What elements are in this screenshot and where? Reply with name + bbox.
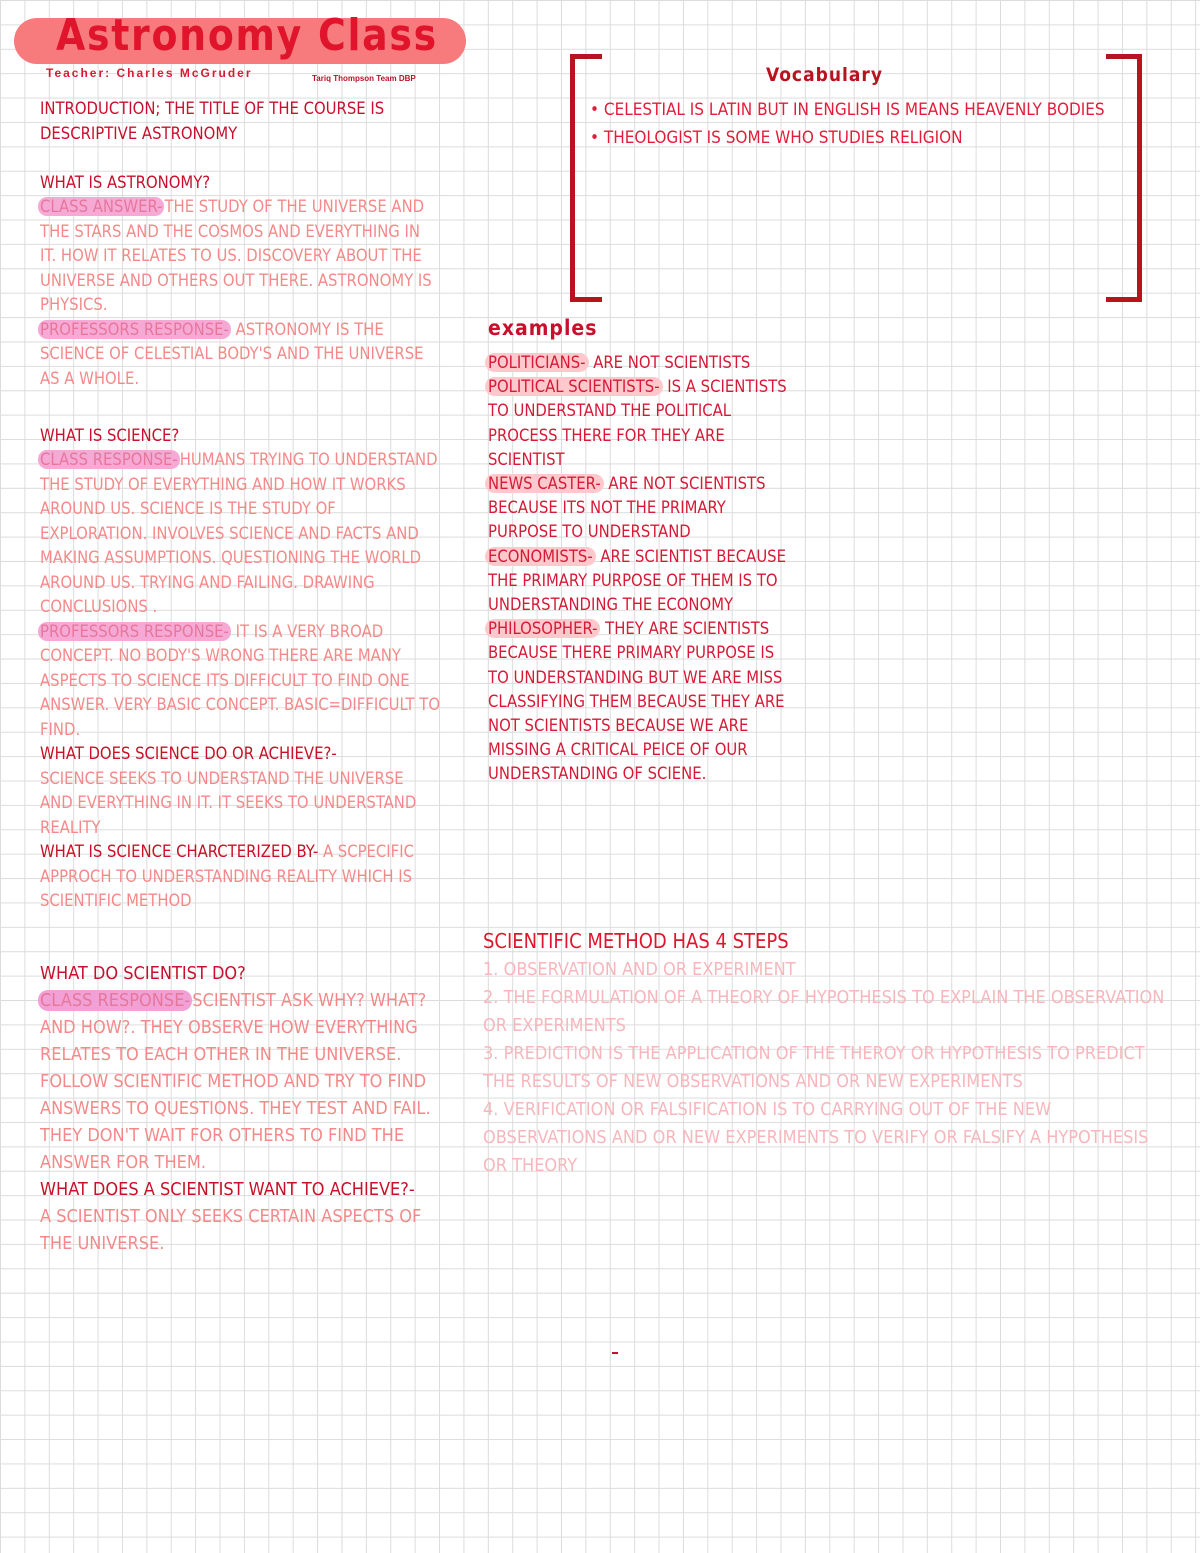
- example-item: [488, 351, 788, 375]
- answer-text: A SCPECIFIC APPROCH TO UNDERSTANDING REALITY WHICH IS SCIENTIFIC METHOD: [40, 842, 414, 910]
- method-step: 1. OBSERVATION AND OR EXPERIMENT: [483, 959, 796, 980]
- example-label: POLITICIANS-: [485, 353, 589, 372]
- highlight-label: CLASS RESPONSE-: [40, 990, 191, 1011]
- method-step: 4. VERIFICATION OR FALSIFICATION IS TO CARRYING OUT OF THE NEW OBSERVATIONS AND OR NEW EXPERIMENTS TO VERIFY OR FALSIFY A HYPOTHESIS OR THEORY: [483, 1099, 1149, 1176]
- question-what-do-scientists-do: WHAT DO SCIENTIST DO?: [40, 963, 246, 984]
- answer-text: SCIENTIST ASK WHY? WHAT? AND HOW?. THEY OBSERVE HOW EVERYTHING RELATES TO EACH OTHER IN THE UNIVERSE. FOLLOW SCIENTIFIC METHOD AND TRY TO FIND ANSWERS TO QUESTIONS. THEY TEST AND FAIL. THEY DON'T WAIT FOR OTHERS TO FIND THE ANSWER FOR THEM.: [40, 990, 431, 1173]
- vocabulary-title: Vocabulary: [766, 64, 883, 86]
- question-what-is-science: WHAT IS SCIENCE?: [40, 425, 180, 445]
- answer-block: [40, 620, 440, 743]
- example-text: THEY ARE SCIENTISTS BECAUSE THERE PRIMARY PURPOSE IS TO UNDERSTANDING BUT WE ARE MISS CLASSIFYING THEM BECAUSE THEY ARE NOT SCIENTISTS BECAUSE WE ARE MISSING A CRITICAL PEICE OF OUR UNDERSTANDING OF SCIENE.: [488, 619, 785, 784]
- bracket-left: [570, 54, 602, 302]
- example-item: [488, 617, 788, 786]
- answer-block: [40, 448, 440, 620]
- example-text: ARE SCIENTIST BECAUSE THE PRIMARY PURPOSE OF THEM IS TO UNDERSTANDING THE ECONOMY: [488, 546, 786, 615]
- example-text: ARE NOT SCIENTISTS: [588, 353, 751, 372]
- answer-block: [40, 318, 440, 392]
- question-science-characterized: WHAT IS SCIENCE CHARCTERIZED BY-: [40, 842, 319, 861]
- example-item: [488, 375, 788, 472]
- teacher-name: Teacher: Charles McGruder: [46, 66, 253, 80]
- vocabulary-box: [570, 54, 1142, 302]
- example-label: ECONOMISTS-: [485, 547, 596, 566]
- answer-text: IT IS A VERY BROAD CONCEPT. NO BODY'S WRONG THERE ARE MANY ASPECTS TO SCIENCE ITS DIFFICULT TO FIND ONE ANSWER. VERY BASIC CONCEPT. BASIC=DIFFICULT TO FIND.: [40, 621, 441, 739]
- highlight-label: CLASS ANSWER-: [40, 197, 163, 216]
- stray-mark: [612, 1352, 618, 1354]
- example-text: ARE NOT SCIENTISTS BECAUSE ITS NOT THE PRIMARY PURPOSE TO UNDERSTAND: [488, 474, 766, 542]
- answer-text: THE STUDY OF THE UNIVERSE AND THE STARS AND THE COSMOS AND EVERYTHING IN IT. HOW IT RELATES TO US. DISCOVERY ABOUT THE UNIVERSE AND OTHERS OUT THERE. ASTRONOMY IS PHYSICS.: [40, 197, 432, 314]
- examples-title: examples: [488, 316, 598, 340]
- method-step: 2. THE FORMULATION OF A THEORY OF HYPOTHESIS TO EXPLAIN THE OBSERVATION OR EXPERIMENTS: [483, 987, 1165, 1036]
- vocabulary-item: • CELESTIAL IS LATIN BUT IN ENGLISH IS MEANS HEAVENLY BODIES: [590, 100, 1105, 120]
- vocabulary-list: [590, 96, 1105, 152]
- example-label: NEWS CASTER-: [485, 474, 604, 493]
- question-what-does-science-do: WHAT DOES SCIENCE DO OR ACHIEVE?-: [40, 744, 337, 763]
- answer-block: [40, 195, 440, 318]
- highlight-label: PROFESSORS RESPONSE-: [40, 319, 229, 339]
- example-label: POLITICAL SCIENTISTS-: [485, 377, 663, 396]
- vocabulary-item: • THEOLOGIST IS SOME WHO STUDIES RELIGION: [590, 128, 963, 148]
- question-what-is-astronomy: WHAT IS ASTRONOMY?: [40, 172, 211, 192]
- answer-block: [40, 987, 445, 1176]
- bracket-right: [1106, 54, 1142, 302]
- question-scientist-achieve: WHAT DOES A SCIENTIST WANT TO ACHIEVE?-: [40, 1179, 415, 1200]
- example-label: PHILOSOPHER-: [485, 619, 600, 638]
- example-text: IS A SCIENTISTS TO UNDERSTAND THE POLITICAL PROCESS THERE FOR THEY ARE SCIENTIST: [488, 377, 787, 469]
- answer-block: [40, 840, 440, 914]
- examples-list: [488, 351, 788, 787]
- answer-text: ASTRONOMY IS THE SCIENCE OF CELESTIAL BODY'S AND THE UNIVERSE AS A WHOLE.: [40, 319, 424, 388]
- highlight-label: CLASS RESPONSE-: [40, 450, 178, 469]
- scientific-method-steps: [483, 956, 1173, 1180]
- answer-text: HUMANS TRYING TO UNDERSTAND THE STUDY OF EVERYTHING AND HOW IT WORKS AROUND US. SCIENCE IS THE STUDY OF EXPLORATION. INVOLVES SCIENCE AND FACTS AND MAKING ASSUMPTIONS. QUESTIONING THE WORLD AROUND US. TRYING AND FAILING. DRAWING CONCLUSIONS .: [40, 450, 438, 616]
- scientific-method-title: SCIENTIFIC METHOD HAS 4 STEPS: [483, 929, 789, 953]
- notes-left-column-lower: [40, 960, 445, 1257]
- answer-text: SCIENCE SEEKS TO UNDERSTAND THE UNIVERSE AND EVERYTHING IN IT. IT SEEKS TO UNDERSTAND REALITY: [40, 768, 417, 837]
- highlight-label: PROFESSORS RESPONSE-: [40, 621, 229, 641]
- method-step: 3. PREDICTION IS THE APPLICATION OF THE THEROY OR HYPOTHESIS TO PREDICT THE RESULTS OF NEW OBSERVATIONS AND OR NEW EXPERIMENTS: [483, 1043, 1145, 1092]
- page-title: Astronomy Class: [56, 10, 438, 61]
- answer-text: A SCIENTIST ONLY SEEKS CERTAIN ASPECTS OF THE UNIVERSE.: [40, 1206, 422, 1254]
- notes-left-column: [40, 97, 440, 914]
- example-item: [488, 545, 788, 618]
- example-item: [488, 472, 788, 545]
- intro-text: INTRODUCTION; THE TITLE OF THE COURSE IS DESCRIPTIVE ASTRONOMY: [40, 99, 385, 143]
- author-name: Tariq Thompson Team DBP: [312, 74, 416, 83]
